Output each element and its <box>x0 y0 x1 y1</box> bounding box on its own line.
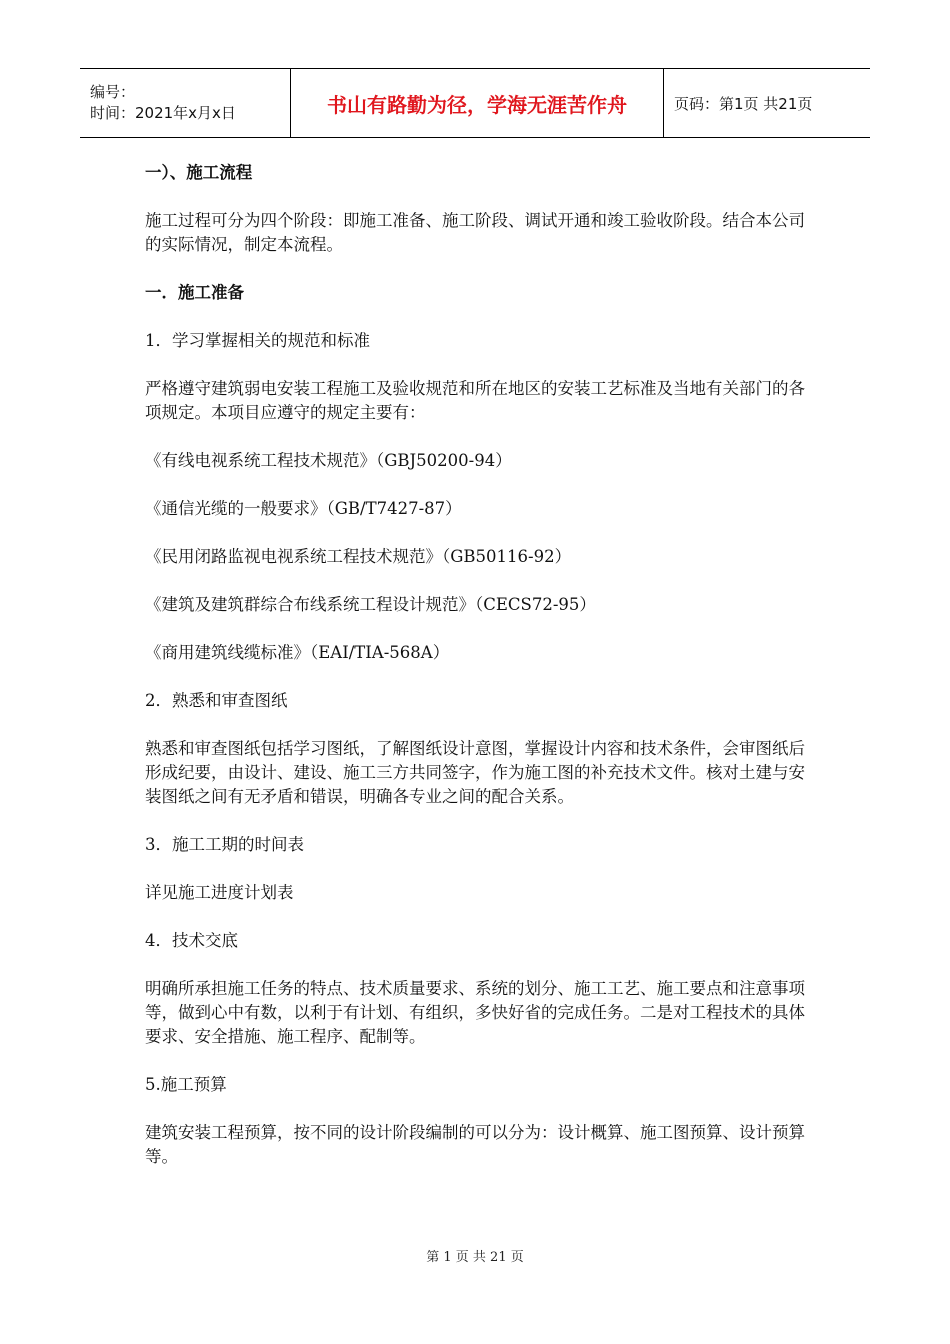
section-heading: 一）、施工流程 <box>145 163 253 182</box>
section-heading: 一．施工准备 <box>145 283 244 302</box>
page-info-text: 页码：第1页 共21页 <box>674 94 813 113</box>
paragraph: 建筑安装工程预算，按不同的设计阶段编制的可以分为：设计概算、施工图预算、设计预算等。 <box>145 1123 805 1166</box>
standard-item: 《民用闭路监视电视系统工程技术规范》（GB50116-92） <box>145 547 572 566</box>
paragraph: 严格遵守建筑弱电安装工程施工及验收规范和所在地区的安装工艺标准及当地有关部门的各项规定。本项目应遵守的规定主要有： <box>145 379 805 422</box>
header-motto <box>291 69 664 137</box>
header-meta <box>80 69 291 137</box>
document-date: 时间：2021年x月x日 <box>90 104 236 122</box>
document-body <box>145 155 815 1169</box>
standard-item: 《通信光缆的一般要求》（GB/T7427-87） <box>145 499 462 518</box>
header-page-info <box>664 69 870 137</box>
paragraph: 详见施工进度计划表 <box>145 883 294 902</box>
document-number-label: 编号： <box>90 83 136 101</box>
subsection-title: 2．熟悉和审查图纸 <box>145 691 288 710</box>
motto-text: 书山有路勤为径，学海无涯苦作舟 <box>327 92 627 117</box>
standard-item: 《商用建筑线缆标准》（EAI/TIA-568A） <box>145 643 450 662</box>
standard-item: 《建筑及建筑群综合布线系统工程设计规范》（CECS72-95） <box>145 595 596 614</box>
paragraph: 熟悉和审查图纸包括学习图纸，了解图纸设计意图，掌握设计内容和技术条件，会审图纸后形成纪要，由设计、建设、施工三方共同签字，作为施工图的补充技术文件。核对土建与安装图纸之间有无矛盾和错误，明确各专业之间的配合关系。 <box>145 739 805 806</box>
page-footer: 第 1 页 共 21 页 <box>426 1250 524 1265</box>
paragraph: 明确所承担施工任务的特点、技术质量要求、系统的划分、施工工艺、施工要点和注意事项等，做到心中有数，以利于有计划、有组织，多快好省的完成任务。二是对工程技术的具体要求、安全措施、施工程序、配制等。 <box>145 979 805 1046</box>
subsection-title: 1．学习掌握相关的规范和标准 <box>145 331 370 350</box>
subsection-title: 4．技术交底 <box>145 931 238 950</box>
paragraph: 施工过程可分为四个阶段：即施工准备、施工阶段、调试开通和竣工验收阶段。结合本公司的实际情况，制定本流程。 <box>145 211 805 254</box>
document-header <box>80 68 870 138</box>
subsection-title: 3．施工工期的时间表 <box>145 835 304 854</box>
subsection-title: 5.施工预算 <box>145 1075 227 1094</box>
standard-item: 《有线电视系统工程技术规范》（GBJ50200-94） <box>145 451 512 470</box>
